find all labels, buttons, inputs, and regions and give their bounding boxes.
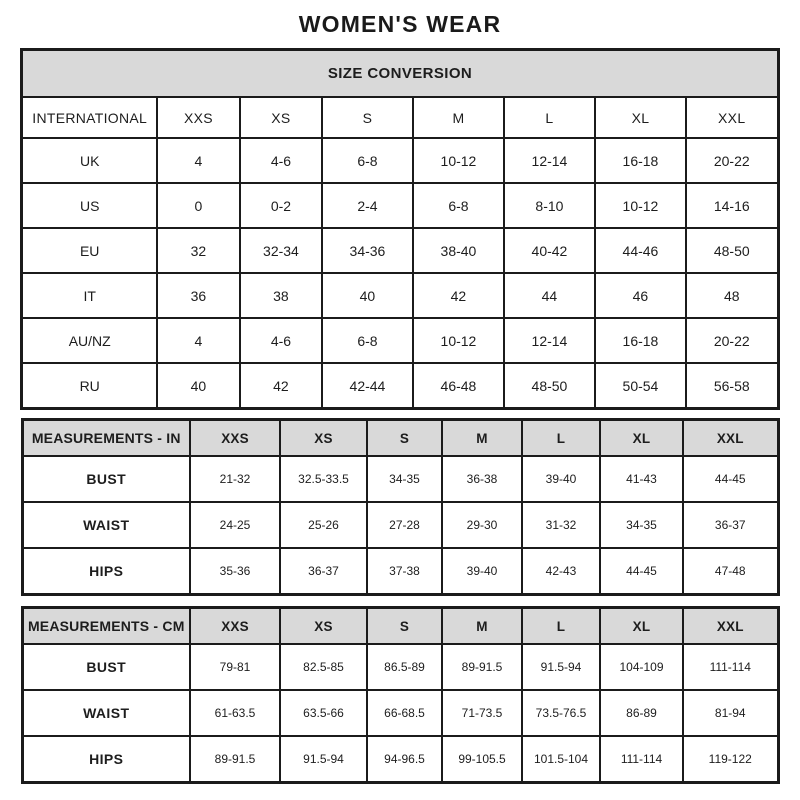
table-cell: 4-6 — [240, 318, 322, 363]
table-cell: 73.5-76.5 — [522, 690, 600, 736]
table-cell: 50-54 — [595, 363, 686, 409]
table-cell: 82.5-85 — [280, 644, 367, 690]
table-cell: 104-109 — [600, 644, 683, 690]
table-cell: 4 — [157, 318, 240, 363]
column-header: M — [442, 420, 522, 457]
column-header: L — [522, 608, 600, 645]
table-cell: 44-46 — [595, 228, 686, 273]
column-header: XL — [600, 608, 683, 645]
table-cell: 86.5-89 — [367, 644, 442, 690]
table-cell: 119-122 — [683, 736, 778, 783]
measurements-cm-title: MEASUREMENTS - CM — [22, 608, 190, 645]
column-header: XXS — [190, 608, 280, 645]
table-cell: 14-16 — [686, 183, 778, 228]
table-cell: 10-12 — [413, 138, 504, 183]
table-cell: 34-35 — [600, 502, 683, 548]
column-header: INTERNATIONAL — [22, 97, 157, 138]
table-cell: 111-114 — [683, 644, 778, 690]
table-row — [22, 456, 778, 502]
column-header: XXL — [683, 420, 778, 457]
table-cell: 56-58 — [686, 363, 778, 409]
table-cell: 6-8 — [322, 138, 413, 183]
table-cell: 10-12 — [413, 318, 504, 363]
table-cell: 12-14 — [504, 138, 595, 183]
table-cell: 66-68.5 — [367, 690, 442, 736]
table-cell: 40 — [157, 363, 240, 409]
table-cell: 36 — [157, 273, 240, 318]
row-label: EU — [22, 228, 157, 273]
table-row — [22, 502, 778, 548]
table-header-band — [22, 50, 778, 98]
column-header: XS — [240, 97, 322, 138]
table-cell: 0 — [157, 183, 240, 228]
table-row — [22, 228, 778, 273]
measurements-in-title: MEASUREMENTS - IN — [22, 420, 190, 457]
row-label: US — [22, 183, 157, 228]
table-cell: 0-2 — [240, 183, 322, 228]
table-cell: 48 — [686, 273, 778, 318]
table-row — [22, 138, 778, 183]
table-cell: 46-48 — [413, 363, 504, 409]
table-cell: 32.5-33.5 — [280, 456, 367, 502]
table-cell: 6-8 — [413, 183, 504, 228]
column-header-row — [22, 97, 778, 138]
row-label: WAIST — [22, 502, 190, 548]
table-cell: 91.5-94 — [280, 736, 367, 783]
table-cell: 47-48 — [683, 548, 778, 595]
column-header: XS — [280, 608, 367, 645]
row-label: BUST — [22, 644, 190, 690]
row-label: HIPS — [22, 736, 190, 783]
table-cell: 20-22 — [686, 318, 778, 363]
table-cell: 89-91.5 — [442, 644, 522, 690]
row-label: AU/NZ — [22, 318, 157, 363]
table-cell: 35-36 — [190, 548, 280, 595]
table-cell: 41-43 — [600, 456, 683, 502]
column-header: M — [442, 608, 522, 645]
table-cell: 34-35 — [367, 456, 442, 502]
table-cell: 10-12 — [595, 183, 686, 228]
table-cell: 29-30 — [442, 502, 522, 548]
column-header: XXS — [190, 420, 280, 457]
page-title: WOMEN'S WEAR — [298, 11, 502, 37]
column-header: S — [367, 608, 442, 645]
table-cell: 38 — [240, 273, 322, 318]
column-header: XL — [595, 97, 686, 138]
table-cell: 71-73.5 — [442, 690, 522, 736]
size-conversion-title: SIZE CONVERSION — [22, 50, 778, 98]
measurements-in-table — [21, 418, 780, 596]
measurements-cm-table — [21, 606, 780, 784]
table-cell: 39-40 — [442, 548, 522, 595]
table-cell: 40-42 — [504, 228, 595, 273]
column-header: XXS — [157, 97, 240, 138]
table-cell: 39-40 — [522, 456, 600, 502]
table-cell: 8-10 — [504, 183, 595, 228]
table-row — [22, 318, 778, 363]
row-label: HIPS — [22, 548, 190, 595]
column-header: XS — [280, 420, 367, 457]
column-header: L — [522, 420, 600, 457]
table-cell: 44-45 — [600, 548, 683, 595]
column-header: L — [504, 97, 595, 138]
table-cell: 79-81 — [190, 644, 280, 690]
table-cell: 24-25 — [190, 502, 280, 548]
table-cell: 4-6 — [240, 138, 322, 183]
row-label: UK — [22, 138, 157, 183]
table-cell: 25-26 — [280, 502, 367, 548]
table-cell: 91.5-94 — [522, 644, 600, 690]
table-cell: 38-40 — [413, 228, 504, 273]
table-cell: 44-45 — [683, 456, 778, 502]
column-header-row — [22, 420, 778, 457]
table-cell: 27-28 — [367, 502, 442, 548]
table-row — [22, 644, 778, 690]
table-cell: 81-94 — [683, 690, 778, 736]
table-cell: 44 — [504, 273, 595, 318]
table-cell: 99-105.5 — [442, 736, 522, 783]
table-cell: 20-22 — [686, 138, 778, 183]
table-cell: 42-44 — [322, 363, 413, 409]
table-cell: 40 — [322, 273, 413, 318]
table-row — [22, 548, 778, 595]
size-conversion-table — [20, 48, 779, 410]
column-header: M — [413, 97, 504, 138]
table-cell: 31-32 — [522, 502, 600, 548]
row-label: BUST — [22, 456, 190, 502]
table-row — [22, 690, 778, 736]
table-cell: 34-36 — [322, 228, 413, 273]
table-row — [22, 736, 778, 783]
column-header: S — [367, 420, 442, 457]
column-header: S — [322, 97, 413, 138]
table-row — [22, 273, 778, 318]
table-cell: 36-37 — [280, 548, 367, 595]
row-label: WAIST — [22, 690, 190, 736]
row-label: IT — [22, 273, 157, 318]
column-header: XXL — [686, 97, 778, 138]
table-cell: 48-50 — [504, 363, 595, 409]
table-cell: 86-89 — [600, 690, 683, 736]
table-cell: 46 — [595, 273, 686, 318]
table-cell: 36-37 — [683, 502, 778, 548]
table-cell: 48-50 — [686, 228, 778, 273]
table-cell: 16-18 — [595, 138, 686, 183]
column-header: XL — [600, 420, 683, 457]
table-cell: 42-43 — [522, 548, 600, 595]
table-cell: 32 — [157, 228, 240, 273]
table-cell: 4 — [157, 138, 240, 183]
table-cell: 12-14 — [504, 318, 595, 363]
table-cell: 21-32 — [190, 456, 280, 502]
table-cell: 36-38 — [442, 456, 522, 502]
table-cell: 42 — [240, 363, 322, 409]
table-cell: 32-34 — [240, 228, 322, 273]
table-cell: 6-8 — [322, 318, 413, 363]
table-cell: 37-38 — [367, 548, 442, 595]
table-cell: 63.5-66 — [280, 690, 367, 736]
table-cell: 16-18 — [595, 318, 686, 363]
table-cell: 89-91.5 — [190, 736, 280, 783]
table-cell: 111-114 — [600, 736, 683, 783]
table-cell: 101.5-104 — [522, 736, 600, 783]
table-cell: 94-96.5 — [367, 736, 442, 783]
table-row — [22, 363, 778, 409]
table-cell: 61-63.5 — [190, 690, 280, 736]
table-row — [22, 183, 778, 228]
column-header: XXL — [683, 608, 778, 645]
row-label: RU — [22, 363, 157, 409]
column-header-row — [22, 608, 778, 645]
table-cell: 2-4 — [322, 183, 413, 228]
table-cell: 42 — [413, 273, 504, 318]
